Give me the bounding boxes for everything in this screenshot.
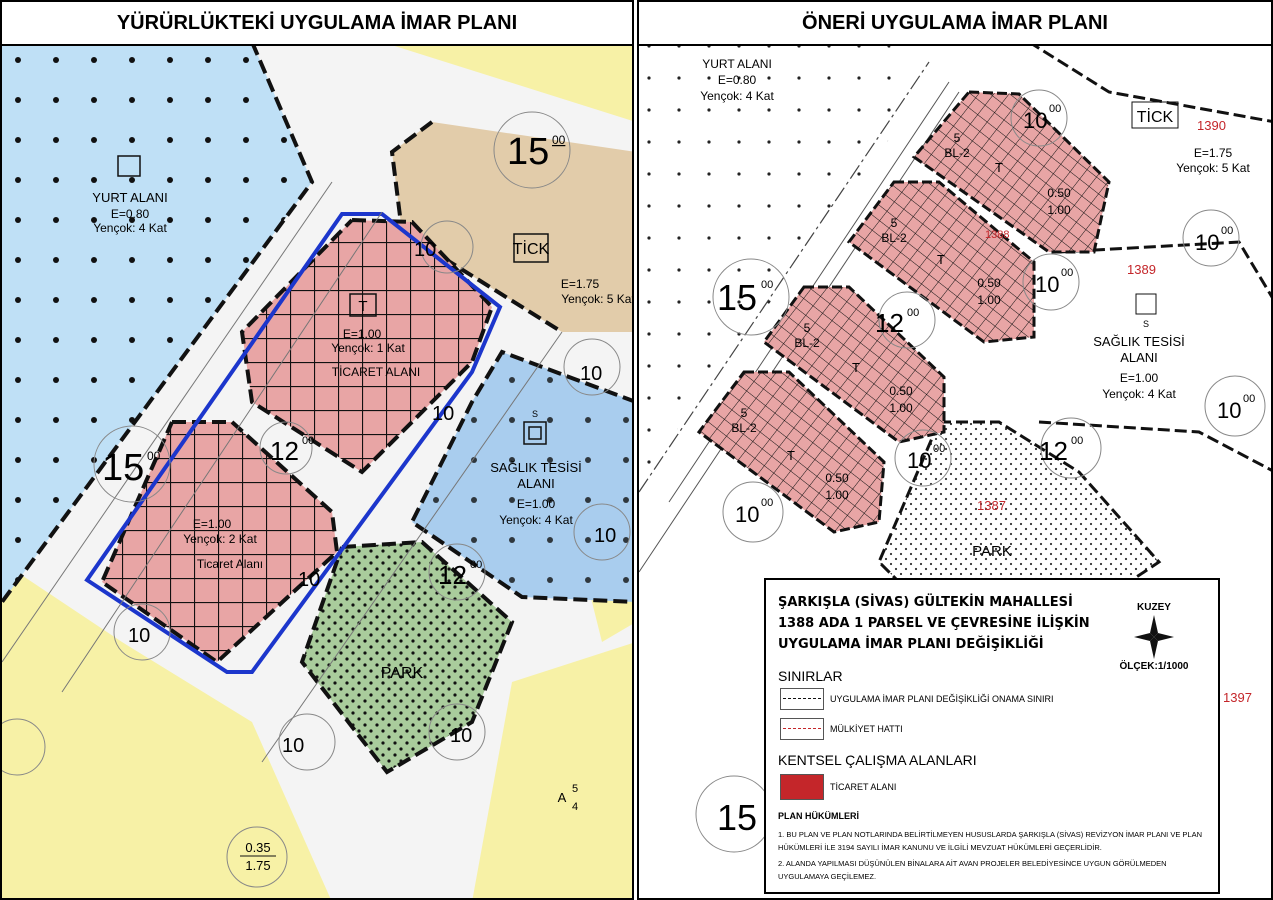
boundary-swatch: [780, 688, 824, 710]
ticaret2-kat-label: Yençok: 2 Kat: [183, 532, 257, 546]
ticaret2-e-label: E=1.00: [192, 517, 232, 531]
r-road-width-10d: 10: [907, 448, 932, 473]
legend-ticaret-label: TİCARET ALANI: [830, 782, 897, 792]
b3-t-label: T: [852, 360, 860, 375]
r-park-label: PARK: [972, 543, 1012, 560]
r-saglik-e: E=1.00: [1119, 371, 1159, 385]
road-width-10a: 10: [414, 239, 437, 261]
r-saglik-kat: Yençok: 4 Kat: [1102, 387, 1176, 401]
road-sup-15b: 00: [147, 449, 161, 463]
legend-title: [778, 592, 1118, 655]
parcel-1397-label: 1397: [1223, 690, 1252, 705]
ticaret1-e-label: E=1.00: [342, 327, 382, 341]
r-road-width-12a: 12: [875, 308, 904, 338]
r-saglik-s-label: S: [1142, 319, 1150, 329]
b3-ratio-bot: 1.00: [889, 401, 913, 415]
b3-bl-label: BL-2: [794, 336, 820, 350]
r-yurt-e-label: E=0.80: [717, 73, 757, 87]
tick-e-label: E=1.75: [560, 277, 600, 291]
a5-label-a: A: [557, 790, 567, 805]
saglik-name2-label: ALANI: [517, 476, 555, 491]
road-width-15b: 15: [102, 447, 145, 489]
parcel-1387-label: 1387: [977, 498, 1006, 513]
saglik-name1-label: SAĞLIK TESİSİ: [490, 460, 582, 475]
yurt-area-label: YURT ALANI: [92, 190, 168, 205]
r-road-width-15a: 15: [717, 277, 758, 318]
r-road-sup-10a: 00: [1049, 103, 1062, 115]
b1-ratio-top: 0.50: [1047, 186, 1071, 200]
legend-title-line3: UYGULAMA İMAR PLANI DEĞİŞİKLİĞİ: [778, 637, 1044, 652]
road-width-10e: 10: [298, 569, 321, 591]
b4-height-label: 5: [740, 406, 748, 420]
legend-title-line2: 1388 ADA 1 PARSEL VE ÇEVRESİNE İLİŞKİN: [778, 616, 1090, 631]
r-tick-e-label: E=1.75: [1193, 146, 1233, 160]
legend-title-line1: ŞARKIŞLA (SİVAS) GÜLTEKİN MAHALLESİ: [778, 595, 1073, 610]
road-width-12b: 12: [438, 560, 467, 590]
compass-icon: [1134, 615, 1174, 659]
road-width-10d: 10: [594, 525, 617, 547]
tick-label: TİCK: [512, 241, 550, 258]
b4-ratio-bot: 1.00: [825, 488, 849, 502]
b4-bl-label: BL-2: [731, 421, 757, 435]
b1-height-label: 5: [953, 131, 961, 145]
r-road-width-15b: 15: [717, 797, 758, 838]
r-road-width-10f: 10: [1217, 398, 1242, 423]
plan-notes: [778, 810, 1203, 883]
current-plan-panel: [0, 0, 634, 900]
road-width-10b: 10: [432, 403, 455, 425]
b1-t-label: T: [995, 160, 1003, 175]
b2-t-label: T: [937, 252, 945, 267]
b2-height-label: 5: [890, 216, 898, 230]
ratio-bottom-label: 1.75: [245, 858, 271, 873]
ticaret1-kat-label: Yençok: 1 Kat: [331, 341, 405, 355]
legend-sinirlar-heading: SINIRLAR: [778, 668, 843, 684]
b2-bl-label: BL-2: [881, 231, 907, 245]
r-road-sup-12a: 00: [907, 307, 920, 319]
yurt-e-label: E=0.80: [110, 207, 150, 221]
b1-ratio-bot: 1.00: [1047, 203, 1071, 217]
r-road-sup-12b: 00: [1071, 435, 1084, 447]
road-sup-15a: 00: [552, 133, 566, 147]
r-road-width-10b: 10: [1035, 272, 1060, 297]
proposed-plan-title: ÖNERİ UYGULAMA İMAR PLANI: [639, 2, 1271, 46]
r-road-sup-10d: 00: [933, 443, 946, 455]
r-yurt-area-label: YURT ALANI: [702, 57, 772, 71]
saglik-s-label: S: [531, 409, 539, 419]
north-arrow: [1108, 602, 1200, 672]
legend-kentsel-heading: KENTSEL ÇALIŞMA ALANLARI: [778, 752, 977, 768]
parcel-1388-label: 1388: [985, 229, 1010, 241]
r-road-sup-10b: 00: [1061, 267, 1074, 279]
b4-t-label: T: [787, 448, 795, 463]
r-road-sup-10c: 00: [1221, 225, 1234, 237]
parcel-1390-label: 1390: [1197, 118, 1226, 133]
map-legend: [764, 578, 1220, 894]
b1-bl-label: BL-2: [944, 146, 970, 160]
r-road-width-10e: 10: [735, 502, 760, 527]
saglik-e-label: E=1.00: [516, 497, 556, 511]
a5-label-5: 5: [572, 783, 579, 795]
road-sup-12b: 00: [470, 559, 483, 571]
road-sup-12a: 00: [302, 435, 315, 447]
r-road-width-10a: 10: [1023, 108, 1048, 133]
north-label: KUZEY: [1137, 602, 1171, 613]
b2-ratio-bot: 1.00: [977, 293, 1001, 307]
b3-ratio-top: 0.50: [889, 384, 913, 398]
legend-property-label: MÜLKİYET HATTI: [830, 724, 903, 734]
b2-ratio-top: 0.50: [977, 276, 1001, 290]
r-road-sup-10f: 00: [1243, 393, 1256, 405]
r-road-sup-15a: 00: [761, 279, 774, 291]
r-yurt-kat-label: Yençok: 4 Kat: [700, 89, 774, 103]
legend-ticaret-row: [780, 774, 896, 800]
road-width-10c: 10: [580, 363, 603, 385]
b4-ratio-top: 0.50: [825, 471, 849, 485]
yurt-kat-label: Yençok: 4 Kat: [93, 221, 167, 235]
ticaret1-name-label: TİCARET ALANI: [331, 365, 421, 379]
property-swatch: [780, 718, 824, 740]
plan-note-2: 2. ALANDA YAPILMASI DÜŞÜNÜLEN BİNALARA AİT AVAN PROJELER BELEDİYESİNCE UYGUN GÖRÜLMEDEN UYGULAMAYA GEÇİLEMEZ.: [778, 859, 1167, 881]
road-width-12a: 12: [270, 436, 299, 466]
road-width-10f: 10: [128, 625, 151, 647]
r-tick-kat-label: Yençok: 5 Kat: [1176, 161, 1250, 175]
legend-boundary-row: [780, 688, 1054, 710]
plan-note-1: 1. BU PLAN VE PLAN NOTLARINDA BELİRTİLMEYEN HUSUSLARDA ŞARKIŞLA (SİVAS) REVİZYON İMAR PLANI VE PLAN HÜKÜMLERİ İLE 3194 SAYILI İMAR KANUNU VE İLGİLİ MEVZUAT HÜKÜMLERİ GEÇERLİDİR.: [778, 830, 1203, 852]
parcel-1389-label: 1389: [1127, 262, 1156, 277]
ticaret-t-label: T: [358, 298, 368, 315]
b3-height-label: 5: [803, 321, 811, 335]
road-width-10g: 10: [282, 735, 305, 757]
park-label: PARK: [380, 665, 424, 682]
r-road-width-10c: 10: [1195, 230, 1220, 255]
ticaret-swatch: [780, 774, 824, 800]
ratio-top-label: 0.35: [245, 840, 271, 855]
legend-property-row: [780, 718, 903, 740]
ticaret2-name-label: Ticaret Alanı: [196, 557, 264, 571]
a5-label-4: 4: [572, 801, 579, 813]
r-saglik-name2: ALANI: [1120, 350, 1158, 365]
r-tick-label: TİCK: [1136, 109, 1174, 126]
road-width-15a: 15: [507, 131, 550, 173]
r-road-sup-10e: 00: [761, 497, 774, 509]
scale-label: ÖLÇEK:1/1000: [1119, 661, 1189, 672]
current-plan-title: YÜRÜRLÜKTEKİ UYGULAMA İMAR PLANI: [2, 2, 632, 46]
tick-kat-label: Yençok: 5 Kat: [561, 292, 635, 306]
current-plan-map: [2, 2, 634, 900]
plan-notes-title: PLAN HÜKÜMLERİ: [778, 811, 859, 821]
proposed-plan-panel: [637, 0, 1273, 900]
legend-boundary-label: UYGULAMA İMAR PLANI DEĞİŞİKLİĞİ ONAMA SINIRI: [830, 694, 1054, 704]
r-saglik-name1: SAĞLIK TESİSİ: [1093, 334, 1185, 349]
saglik-kat-label: Yençok: 4 Kat: [499, 513, 573, 527]
road-width-10h: 10: [450, 725, 473, 747]
r-road-width-12b: 12: [1039, 436, 1068, 466]
